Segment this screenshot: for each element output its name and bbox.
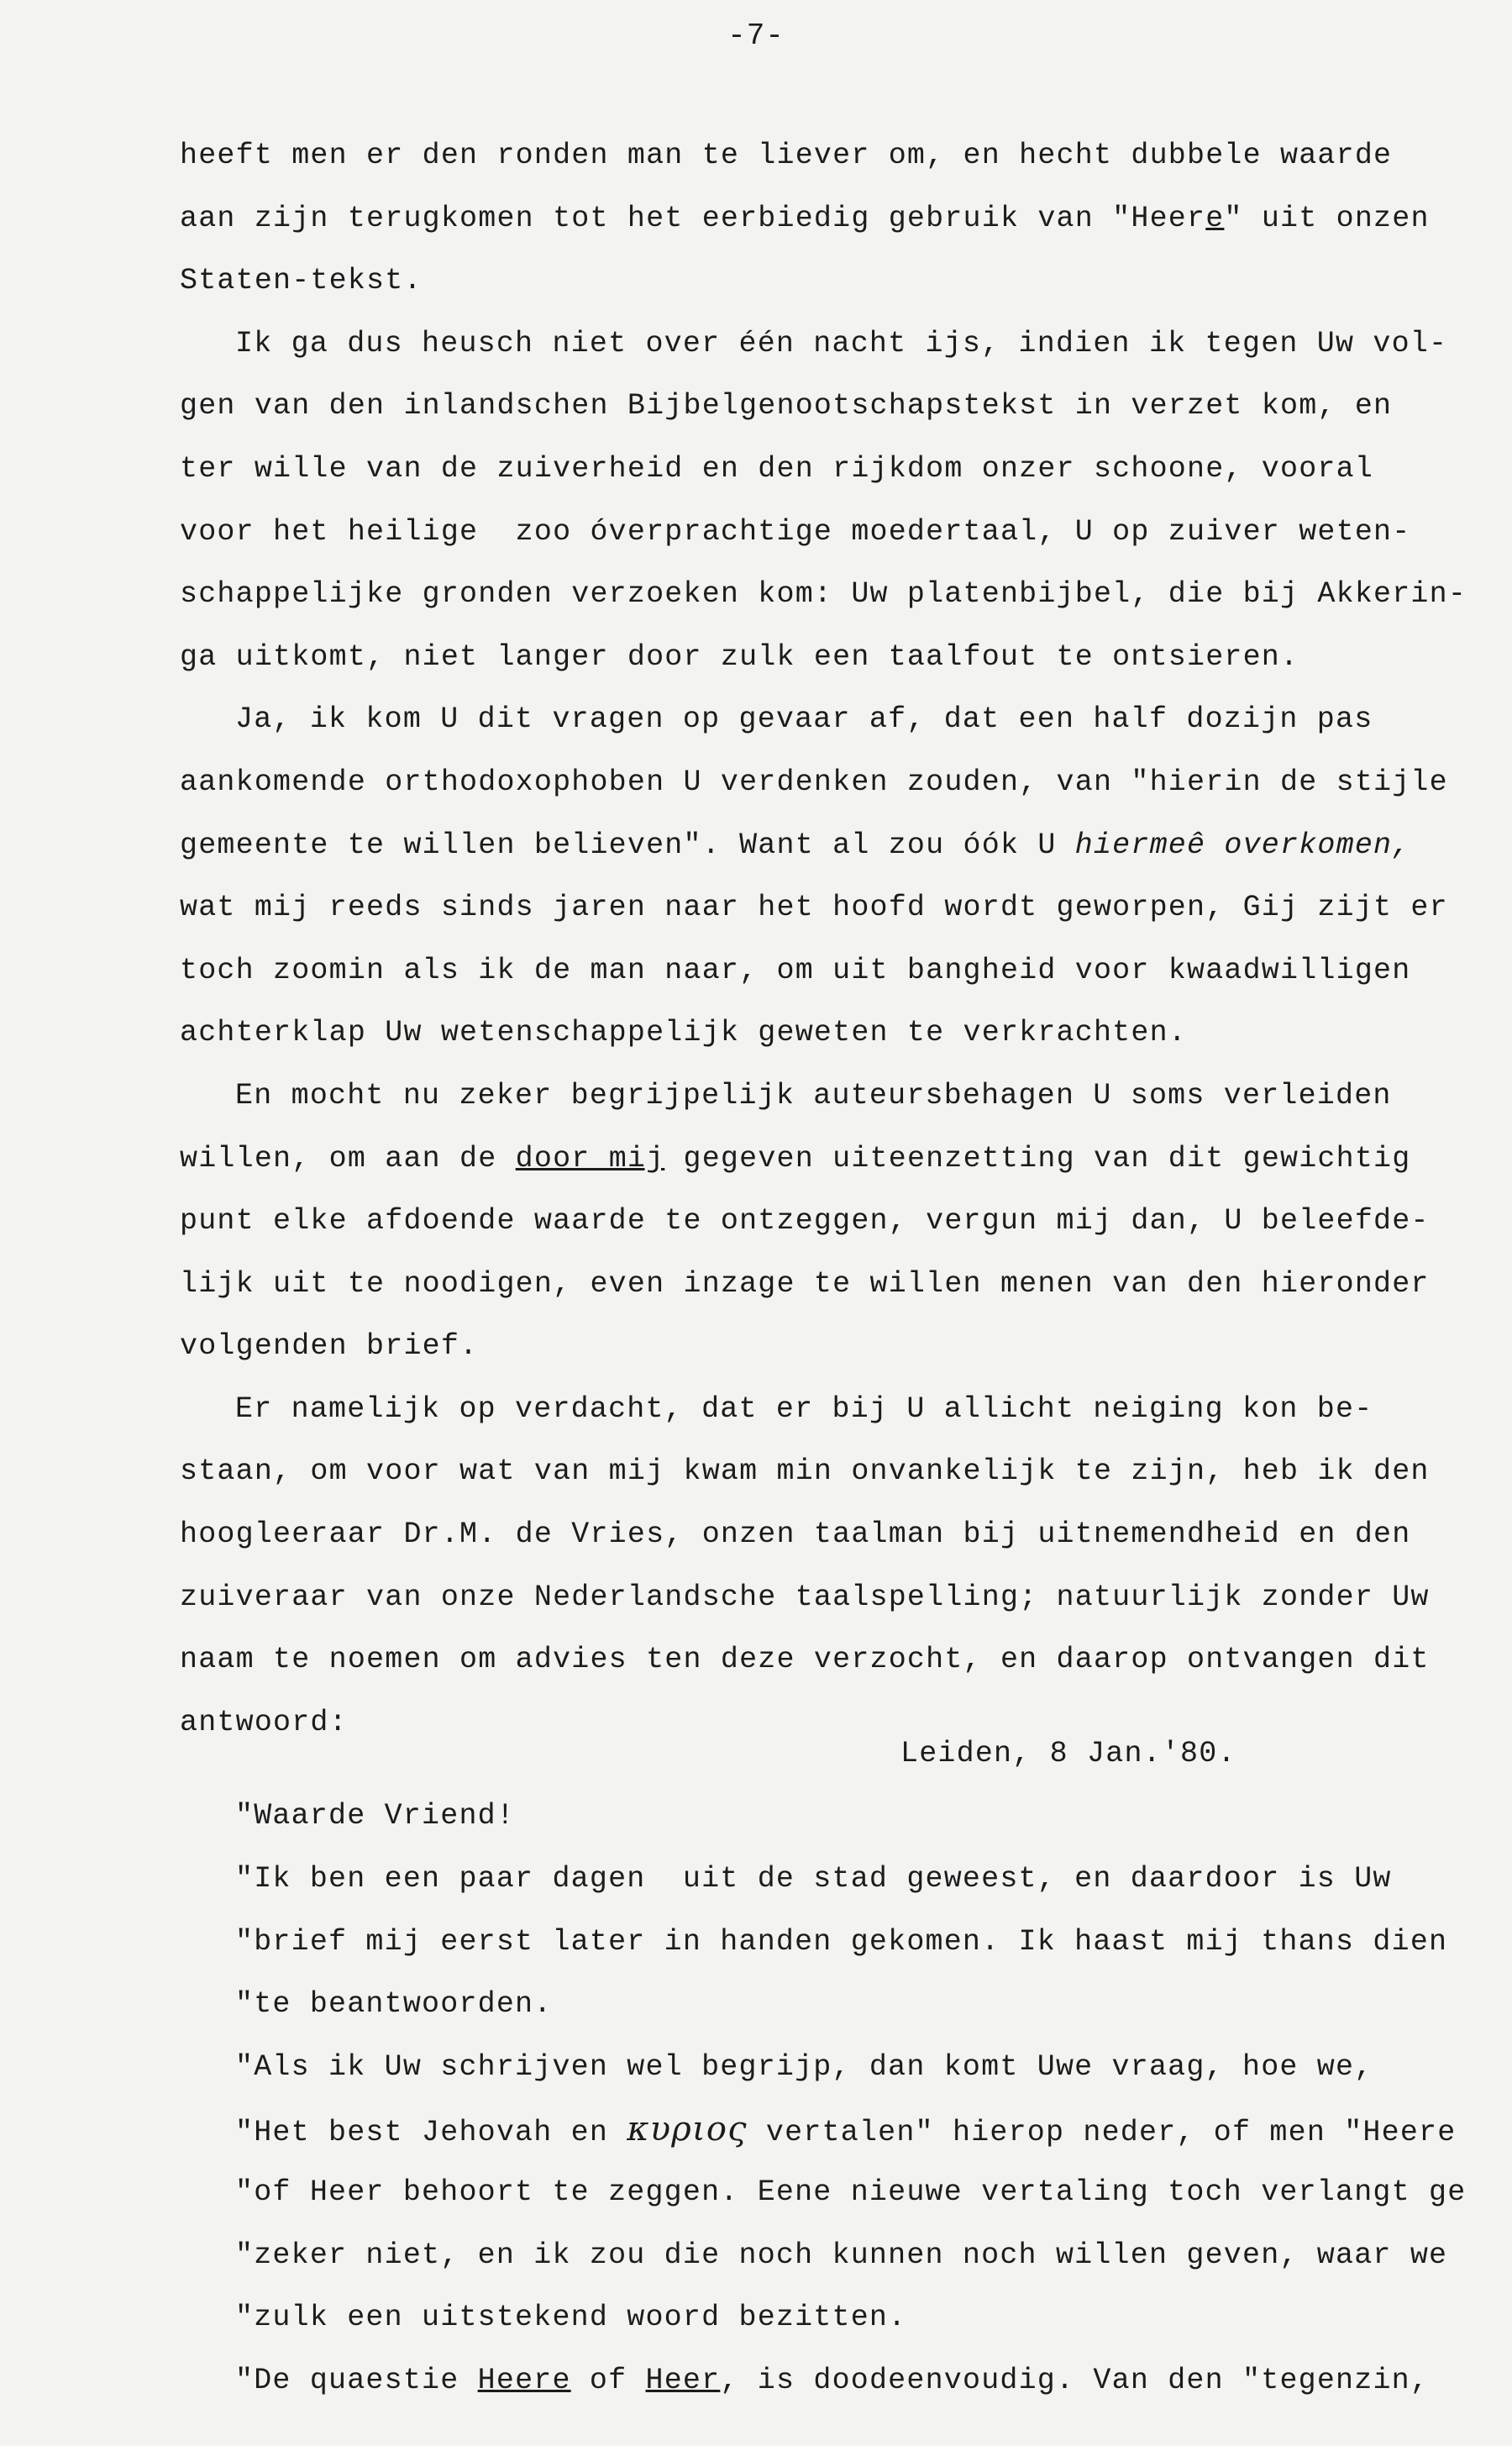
text-line: "Als ik Uw schrijven wel begrijp, dan komt Uwe vraag, hoe we, [235,2049,1373,2084]
text-fragment: aan zijn terugkomen tot het eerbiedig gebruik van "Heer [180,201,1206,235]
text-line: naam te noemen om advies ten deze verzocht, en daarop ontvangen dit [180,1643,1430,1677]
text-line: "te beantwoorden. [235,1987,553,2022]
text-line: zuiveraar van onze Nederlandsche taalspelling; natuurlijk zonder Uw [180,1580,1430,1614]
text-line: Staten-tekst. [180,264,423,298]
text-line: Ja, ik kom U dit vragen op gevaar af, dat een half dozijn pas [235,702,1373,737]
text-fragment: of [570,2363,646,2397]
text-line: punt elke afdoende waarde te ontzeggen, vergun mij dan, U beleefde- [180,1204,1430,1239]
text-line [180,2098,1490,2161]
text-line [180,1128,1490,1191]
text-fragment: gegeven uiteenzetting van dit gewichtig [664,1141,1411,1176]
text-line: "of Heer behoort te zeggen. Eene nieuwe vertaling toch verlangt ge [235,2175,1467,2209]
body-text [180,124,1490,2412]
text-line [180,187,1490,250]
text-fragment: "De quaestie [235,2363,478,2397]
text-line: schappelijke gronden verzoeken kom: Uw platenbijbel, die bij Akkerin- [180,577,1467,612]
text-fragment: "Het best Jehovah en [235,2116,627,2150]
text-line: "zeker niet, en ik zou die noch kunnen noch willen geven, waar we [235,2238,1448,2272]
underlined-text: e [1205,201,1225,235]
text-line: staan, om voor wat van mij kwam min onvankelijk te zijn, heb ik den [180,1454,1430,1489]
text-line: achterklap Uw wetenschappelijk geweten te verkrachten. [180,1016,1187,1050]
page-number: -7- [727,18,785,53]
text-line: "Ik ben een paar dagen uit de stad geweest, en daardoor is Uw [235,1862,1392,1896]
underlined-text: Heer [645,2363,721,2397]
text-line: voor het heilige zoo óverprachtige moedertaal, U op zuiver weten- [180,514,1411,549]
text-fragment: gemeente te willen believen". Want al zou óók U [180,828,1075,862]
underlined-text: door mij [515,1141,665,1176]
text-line: gen van den inlandschen Bijbelgenootschapstekst in verzet kom, en [180,389,1393,423]
italic-text: hiermeê overkomen, [1074,828,1411,862]
text-fragment: , is doodeenvoudig. Van den "tegenzin, [720,2363,1430,2397]
text-fragment: " uit onzen [1224,201,1430,235]
text-line: Er namelijk op verdacht, dat er bij U allicht neiging kon be- [235,1391,1373,1426]
text-line: "zulk een uitstekend woord bezitten. [235,2301,907,2335]
text-line: heeft men er den ronden man te liever om, en hecht dubbele waarde [180,139,1393,172]
text-line: wat mij reeds sinds jaren naar het hoofd wordt geworpen, Gij zijt er [180,891,1448,925]
text-line: antwoord: [180,1705,348,1739]
text-line: ga uitkomt, niet langer door zulk een taalfout te ontsieren. [180,639,1299,674]
text-line [180,814,1490,877]
letter-dateline: Leiden, 8 Jan.'80. [900,1736,1236,1770]
text-line: aankomende orthodoxophoben U verdenken zouden, van "hierin de stijle [180,765,1448,799]
text-line: volgenden brief. [180,1329,479,1364]
handwritten-greek-word: κυριος [627,2110,748,2149]
text-line: lijk uit te noodigen, even inzage te willen menen van den hieronder [180,1266,1430,1301]
text-line: toch zoomin als ik de man naar, om uit bangheid voor kwaadwilligen [180,953,1411,987]
text-fragment: willen, om aan de [180,1141,516,1176]
text-line: hoogleeraar Dr.M. de Vries, onzen taalman bij uitnemendheid en den [180,1518,1411,1552]
text-line: ter wille van de zuiverheid en den rijkdom onzer schoone, vooral [180,451,1374,486]
text-fragment: vertalen" hierop neder, of men "Heere [747,2116,1457,2150]
text-line: En mocht nu zeker begrijpelijk auteursbehagen U soms verleiden [235,1078,1392,1113]
text-line: Ik ga dus heusch niet over één nacht ijs, indien ik tegen Uw vol- [235,326,1448,360]
underlined-text: Heere [477,2363,571,2397]
letter-salutation: "Waarde Vriend! [235,1799,516,1833]
text-line: "brief mij eerst later in handen gekomen. Ik haast mij thans dien [235,1924,1448,1959]
text-line [180,2349,1490,2412]
